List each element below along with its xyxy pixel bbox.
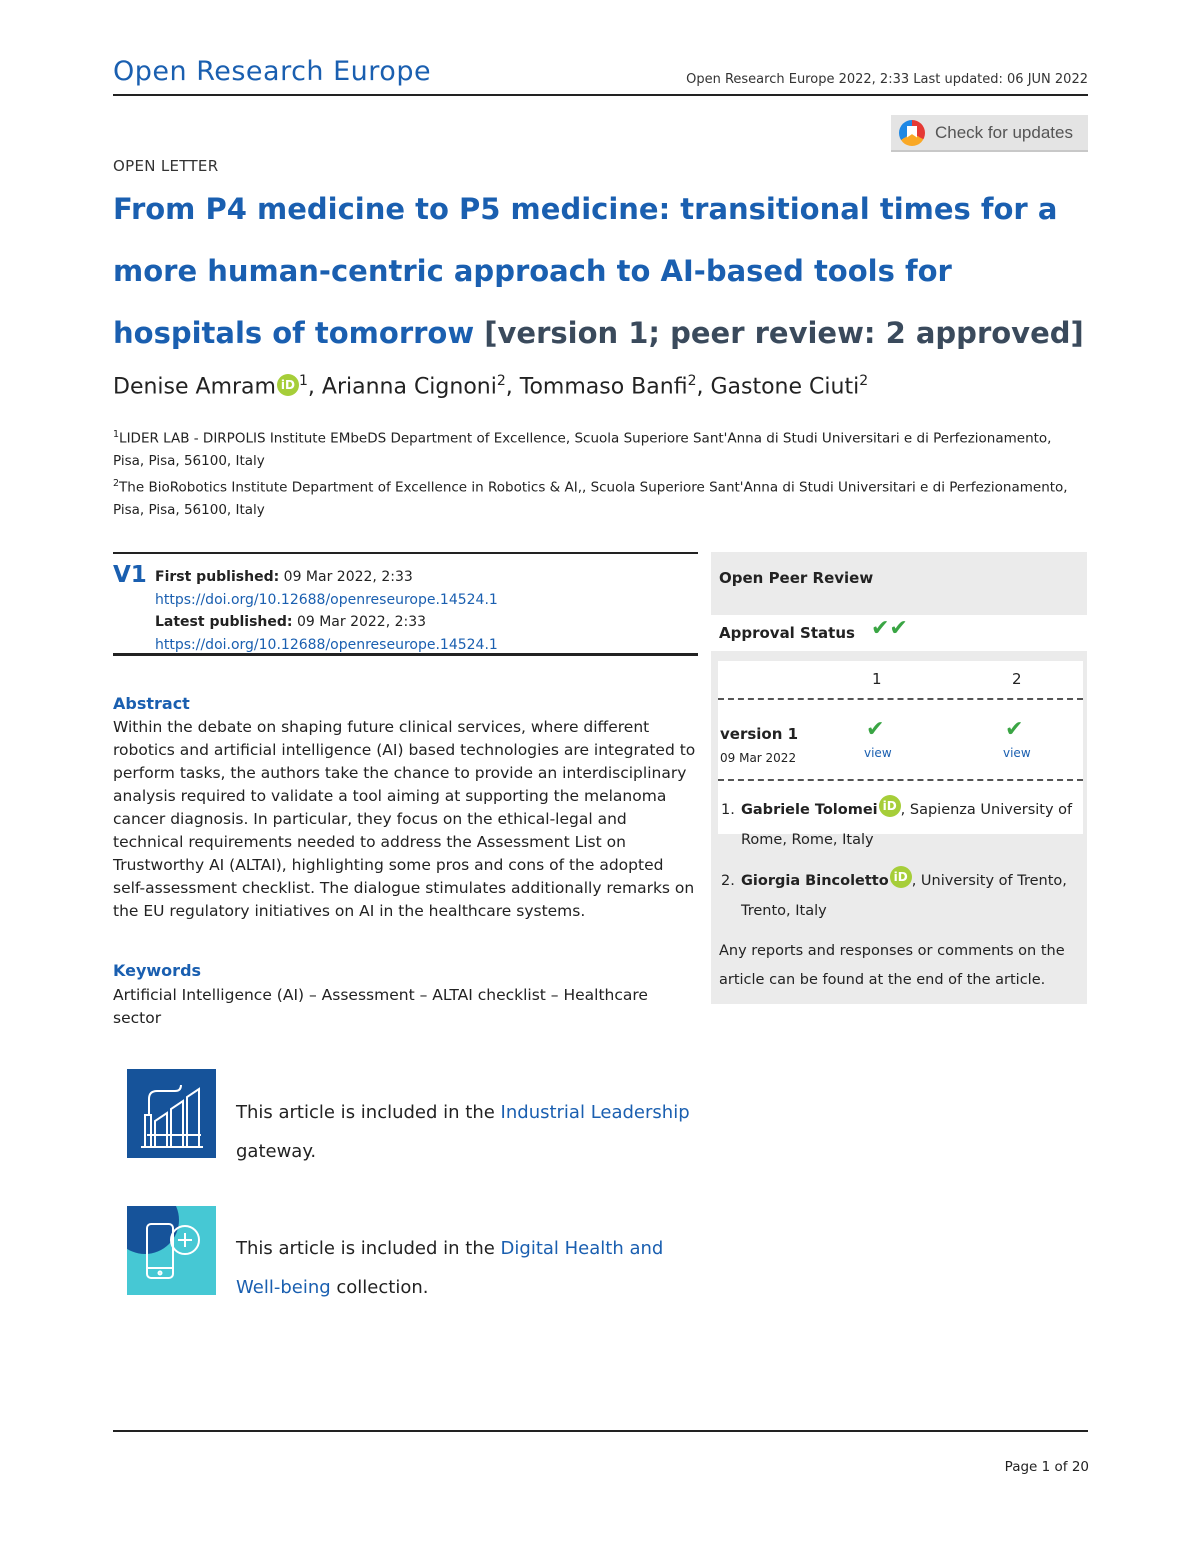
footer-divider [113, 1430, 1088, 1432]
version-row-date: 09 Mar 2022 [720, 751, 797, 765]
reviewer-name[interactable]: Gabriele Tolomei [741, 802, 878, 818]
table-divider [718, 779, 1083, 781]
first-published-label: First published: [155, 569, 280, 585]
affiliation-text: LIDER LAB - DIRPOLIS Institute EMbeDS Department of Excellence, Scuola Superiore Sant'Anna di Studi Universitari e di Perfezionamento, Pisa, Pisa, 56100, Italy [113, 430, 1052, 469]
author-name[interactable]: Denise Amram [113, 374, 276, 400]
version-tag: V1 [113, 562, 147, 588]
version-box [113, 552, 698, 656]
author-name[interactable]: Tommaso Banfi [519, 374, 688, 400]
affiliation-number: 1 [113, 429, 120, 440]
bookmark-icon [899, 120, 925, 146]
first-doi-link[interactable]: https://doi.org/10.12688/openreseurope.14524.1 [155, 591, 498, 608]
keywords-body: Artificial Intelligence (AI) – Assessment – ALTAI checklist – Healthcare sector [113, 986, 648, 1027]
factory-icon[interactable] [127, 1069, 216, 1158]
affiliation-text: The BioRobotics Institute Department of Excellence in Robotics & AI,, Scuola Superiore Sant'Anna di Studi Universitari e di Perfezionamento, Pisa, Pisa, 56100, Italy [113, 479, 1068, 518]
table-divider [718, 698, 1083, 700]
keywords-heading: Keywords [113, 961, 202, 980]
gateway-link[interactable]: Industrial Leadership [500, 1102, 690, 1123]
latest-published-label: Latest published: [155, 614, 293, 630]
check-for-updates-label: Check for updates [935, 122, 1073, 142]
first-published-date: 09 Mar 2022, 2:33 [283, 569, 413, 585]
author-affil-ref: 2 [859, 373, 869, 389]
view-report-link-2[interactable]: view [1003, 746, 1031, 760]
article-type: OPEN LETTER [113, 157, 219, 175]
gateway-suffix: gateway. [236, 1141, 317, 1162]
affiliation-item [113, 473, 1073, 522]
reviewer-item [721, 795, 1083, 855]
header-citation: Open Research Europe 2022, 2:33 Last updated: 06 JUN 2022 [686, 72, 1088, 87]
gateway-prefix: This article is included in the [236, 1102, 501, 1123]
approved-check-icons: ✔✔ [871, 616, 908, 641]
latest-published-date: 09 Mar 2022, 2:33 [296, 614, 427, 630]
approval-status-label: Approval Status [719, 624, 855, 642]
collection-suffix: collection. [330, 1277, 429, 1298]
collection-note [236, 1229, 696, 1307]
reviewer-column-2: 2 [1012, 670, 1022, 688]
reviewer-name[interactable]: Giorgia Bincoletto [741, 873, 889, 889]
collection-prefix: This article is included in the [236, 1238, 501, 1259]
reviewer-column-1: 1 [872, 670, 882, 688]
approved-check-icon: ✔ [1005, 717, 1024, 742]
view-report-link-1[interactable]: view [864, 746, 892, 760]
orcid-icon[interactable]: iD [890, 866, 912, 888]
reviewer-affiliation: , University of Trento, Trento, Italy [741, 873, 1067, 919]
reviewer-list [721, 795, 1083, 937]
reports-note: Any reports and responses or comments on the article can be found at the end of the article. [719, 943, 1065, 988]
author-affil-ref: 2 [687, 373, 697, 389]
author-name[interactable]: Arianna Cignoni [321, 374, 497, 400]
page-number: Page 1 of 20 [1004, 1459, 1089, 1475]
author-name[interactable]: Gastone Ciuti [710, 374, 860, 400]
reviewer-number: 2. [721, 873, 735, 889]
abstract-heading: Abstract [113, 694, 190, 713]
orcid-icon[interactable]: iD [879, 795, 901, 817]
approved-check-icon: ✔ [866, 717, 885, 742]
affiliation-number: 2 [113, 477, 120, 489]
article-title-main: From P4 medicine to P5 medicine: transitional times for a more human-centric approach to AI-based tools for hospitals of tomorrow [113, 192, 1058, 350]
gateway-note [236, 1093, 696, 1171]
review-status-label: [version 1; peer review: 2 approved] [484, 316, 1084, 350]
digital-health-icon[interactable] [127, 1206, 216, 1295]
author-list: Denise Amram iD $^1$, Arianna Cignoni$^2$, Tommaso Banfi$^2$, Gastone Ciuti$^2$ [113, 373, 869, 400]
check-for-updates-button[interactable] [891, 115, 1088, 152]
version-row-label: version 1 [720, 725, 799, 743]
article-title [113, 178, 1093, 364]
orcid-icon[interactable]: iD [277, 374, 299, 396]
open-peer-review-panel [711, 552, 1087, 1004]
reviewer-number: 1. [721, 802, 735, 818]
author-affil-ref: 2 [496, 373, 506, 389]
reviewer-affiliation: , Sapienza University of Rome, Rome, Italy [741, 802, 1073, 848]
affiliations [113, 424, 1073, 521]
latest-doi-link[interactable]: https://doi.org/10.12688/openreseurope.14524.1 [155, 636, 498, 653]
collection-link[interactable]: Digital Health and Well-being [236, 1238, 664, 1298]
peer-review-title: Open Peer Review [719, 569, 874, 587]
affiliation-item [113, 424, 1073, 473]
publication-dates [155, 566, 498, 656]
author-affil-ref: 1 [298, 373, 308, 389]
journal-brand[interactable]: Open Research Europe [113, 56, 432, 87]
reviewer-item [721, 866, 1083, 926]
header-divider [113, 94, 1088, 96]
abstract-body: Within the debate on shaping future clinical services, where different robotics and artificial intelligence (AI) based technologies are integrated to perform tasks, the authors take the chance to provide an interdisciplinary analysis required to validate a tool aiming at supporting the melanoma cancer diagnosis. In particular, they focus on the ethical-legal and technical requirements needed to address the Assessment List on Trustworthy AI (ALTAI), highlighting some pros and cons of the adopted self-assessment checklist. The dialogue stimulates additionally remarks on the EU regulatory initiatives on AI in the healthcare systems. [113, 718, 696, 920]
